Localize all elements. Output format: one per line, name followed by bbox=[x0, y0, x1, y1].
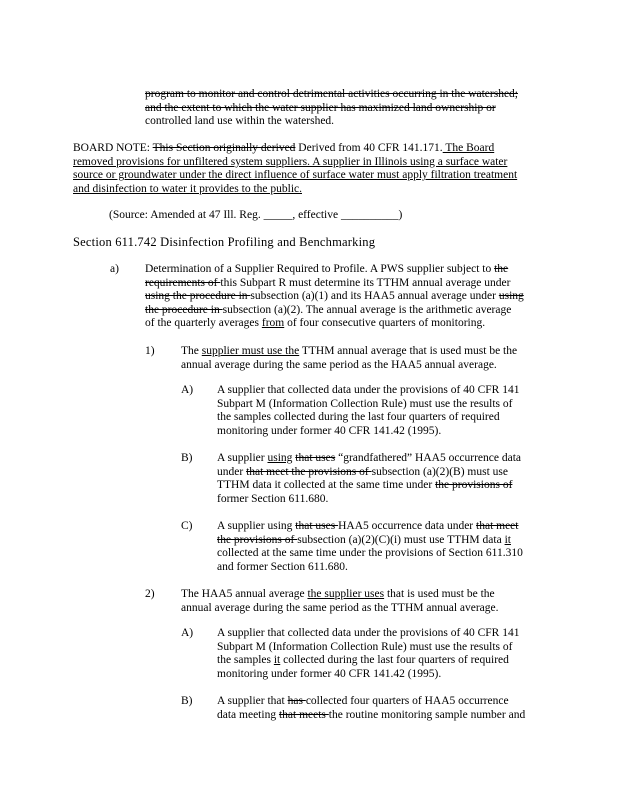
struck-text: that meet bbox=[476, 520, 519, 532]
subsection-a1-B bbox=[217, 452, 567, 506]
struck-text: the procedure in bbox=[145, 303, 223, 316]
inserted-text: it bbox=[504, 533, 511, 546]
text-fragment: Determination of a Supplier Required to Profile. A PWS supplier subject to bbox=[145, 263, 495, 275]
text-fragment: The HAA5 annual average bbox=[181, 588, 308, 600]
text-fragment: TTHM annual average that is used must be the bbox=[299, 345, 518, 357]
text-line: former Section 611.680. bbox=[217, 492, 329, 505]
struck-text: has bbox=[287, 695, 306, 707]
text-line bbox=[217, 709, 567, 723]
source-text: , effective bbox=[292, 209, 341, 221]
struck-text: that uses bbox=[295, 520, 339, 532]
subsection-a bbox=[145, 263, 565, 331]
inserted-line: and disinfection to water it provides to the public. bbox=[73, 182, 302, 195]
item-label: A) bbox=[181, 627, 194, 639]
item-label: 2) bbox=[145, 588, 155, 600]
text-line bbox=[145, 304, 565, 318]
text-fragment: Derived from 40 CFR 141.171. bbox=[295, 142, 443, 154]
source-note bbox=[109, 209, 509, 223]
text-fragment: the routine monitoring sample number and bbox=[328, 708, 526, 721]
inserted-text: supplier must use the bbox=[201, 345, 300, 357]
source-text: (Source: Amended at 47 Ill. Reg. bbox=[109, 209, 264, 221]
item-label: A) bbox=[181, 384, 194, 396]
struck-text: the bbox=[494, 263, 509, 275]
inserted-text: The Board bbox=[442, 142, 495, 154]
inserted-text: the supplier uses bbox=[307, 588, 385, 600]
item-label: 1) bbox=[145, 345, 155, 357]
text-line: A supplier that collected data under the provisions of 40 CFR 141 bbox=[217, 384, 520, 396]
struck-text: requirements of bbox=[145, 276, 221, 289]
text-line bbox=[145, 277, 565, 291]
board-note-label: BOARD NOTE: bbox=[73, 142, 153, 154]
board-note bbox=[73, 142, 563, 196]
inserted-struck-text: This Section originally derived bbox=[152, 142, 296, 154]
inserted-text: using bbox=[267, 452, 293, 464]
text-line: and former Section 611.680. bbox=[217, 560, 348, 573]
text-fragment: data meeting bbox=[217, 708, 279, 721]
inserted-text: from bbox=[261, 317, 285, 330]
struck-text: that uses bbox=[295, 452, 336, 464]
text-line bbox=[217, 466, 567, 480]
struck-text: that meet the provisions of bbox=[246, 465, 372, 478]
inserted-line: removed provisions for unfiltered system suppliers. A supplier in Illinois using a surface water bbox=[73, 155, 508, 168]
item-label: C) bbox=[181, 520, 193, 532]
text-line: annual average during the same period as the HAA5 annual average. bbox=[181, 358, 497, 371]
text-line: annual average during the same period as the TTHM annual average. bbox=[181, 601, 499, 614]
continued-paragraph bbox=[145, 88, 565, 129]
source-blank: __________ bbox=[340, 209, 399, 221]
subsection-a2 bbox=[181, 588, 571, 615]
text-fragment: HAA5 occurrence data under bbox=[338, 520, 477, 532]
text-fragment: of four consecutive quarters of monitoring. bbox=[284, 317, 486, 330]
text-line: A supplier that collected data under the provisions of 40 CFR 141 bbox=[217, 627, 520, 639]
text-line bbox=[181, 588, 571, 602]
struck-text: the provisions of bbox=[217, 533, 298, 546]
text-line bbox=[217, 695, 567, 709]
struck-text: using the procedure in bbox=[145, 290, 251, 303]
source-blank: _____ bbox=[263, 209, 293, 221]
text-fragment: under bbox=[217, 465, 247, 478]
text-line bbox=[217, 534, 567, 548]
text-line: controlled land use within the watershed. bbox=[145, 115, 335, 128]
text-line bbox=[73, 142, 563, 156]
text-fragment: collected four quarters of HAA5 occurrence bbox=[305, 695, 509, 707]
item-label: B) bbox=[181, 452, 193, 464]
text-line bbox=[217, 654, 567, 668]
text-line: the samples collected during the last four quarters of required bbox=[217, 411, 500, 424]
item-label: B) bbox=[181, 695, 193, 707]
text-fragment: A supplier bbox=[217, 452, 268, 464]
subsection-a2-A bbox=[217, 627, 567, 681]
text-line bbox=[145, 290, 565, 304]
inserted-line: source or groundwater under the direct influence of surface water must apply filtration treatment bbox=[73, 169, 518, 182]
text-line bbox=[217, 452, 567, 466]
text-fragment: subsection (a)(1) and its HAA5 annual average under bbox=[250, 290, 499, 303]
text-line: monitoring under former 40 CFR 141.42 (1995). bbox=[217, 667, 442, 680]
text-fragment: subsection (a)(2)(B) must use bbox=[371, 465, 508, 478]
subsection-a2-B bbox=[217, 695, 567, 722]
text-fragment: A supplier that bbox=[217, 695, 288, 707]
text-fragment: of the quarterly averages bbox=[145, 317, 262, 330]
text-line bbox=[145, 317, 565, 331]
subsection-a1-C bbox=[217, 520, 567, 574]
text-fragment: subsection (a)(2). The annual average is the arithmetic average bbox=[222, 303, 512, 316]
struck-line: and the extent to which the water supplier has maximized land ownership or bbox=[145, 101, 496, 114]
inserted-text: it bbox=[273, 654, 281, 667]
section-heading: Section 611.742 Disinfection Profiling and Benchmarking bbox=[73, 235, 376, 249]
source-text: ) bbox=[398, 209, 403, 221]
text-fragment: TTHM data it collected at the same time under bbox=[217, 479, 436, 492]
text-line bbox=[145, 263, 565, 277]
text-line: Subpart M (Information Collection Rule) must use the results of bbox=[217, 640, 513, 653]
struck-text: the provisions of bbox=[435, 479, 513, 492]
text-fragment: The bbox=[181, 345, 202, 357]
text-fragment: A supplier using bbox=[217, 520, 296, 532]
text-line: collected at the same time under the provisions of Section 611.310 bbox=[217, 547, 523, 560]
text-fragment: this Subpart R must determine its TTHM annual average under bbox=[220, 276, 511, 289]
text-line bbox=[217, 479, 567, 493]
text-fragment: that is used must be the bbox=[384, 588, 495, 600]
subsection-a1-A bbox=[217, 384, 567, 438]
item-label: a) bbox=[110, 263, 119, 275]
text-line bbox=[181, 345, 571, 359]
struck-line: program to monitor and control detrimental activities occurring in the watershed; bbox=[145, 88, 518, 100]
struck-text: using bbox=[498, 290, 524, 303]
struck-text: that meets bbox=[278, 708, 329, 721]
text-line: monitoring under former 40 CFR 141.42 (1995). bbox=[217, 424, 442, 437]
subsection-a1 bbox=[181, 345, 571, 372]
text-fragment: collected during the last four quarters of required bbox=[280, 654, 509, 667]
text-fragment: “grandfathered” HAA5 occurrence data bbox=[335, 452, 522, 464]
text-line: Subpart M (Information Collection Rule) must use the results of bbox=[217, 397, 513, 410]
text-fragment: subsection (a)(2)(C)(i) must use TTHM data bbox=[297, 533, 505, 546]
text-fragment: the samples bbox=[217, 654, 274, 667]
text-line bbox=[217, 520, 567, 534]
